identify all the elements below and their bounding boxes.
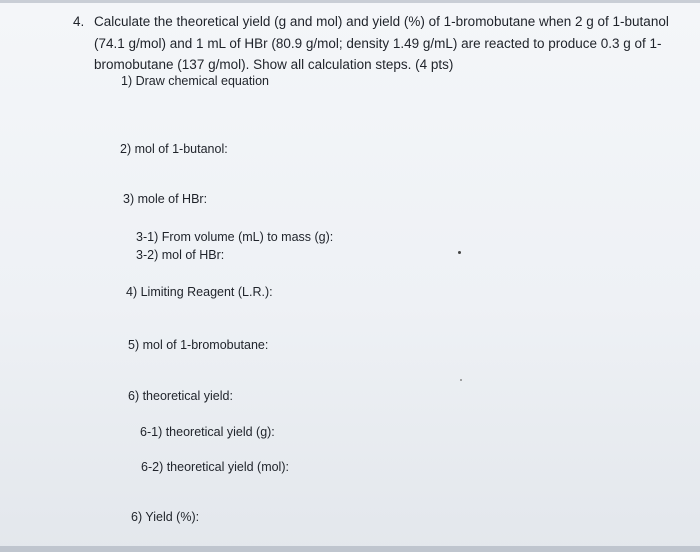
question-line-3: bromobutane (137 g/mol). Show all calculation steps. (4 pts): [94, 57, 454, 72]
step-6-theoretical-yield: 6) theoretical yield:: [128, 389, 233, 403]
question-number: 4.: [73, 14, 85, 29]
step-6-1-theoretical-yield-g: 6-1) theoretical yield (g):: [140, 425, 275, 439]
stray-mark: [458, 251, 461, 254]
step-6-2-theoretical-yield-mol: 6-2) theoretical yield (mol):: [141, 460, 289, 474]
step-2-mol-butanol: 2) mol of 1-butanol:: [120, 142, 228, 156]
stray-mark: [460, 379, 462, 381]
step-3-2-mol-hbr: 3-2) mol of HBr:: [136, 248, 225, 262]
step-3-mole-hbr: 3) mole of HBr:: [123, 192, 208, 206]
step-4-limiting-reagent: 4) Limiting Reagent (L.R.):: [126, 285, 273, 299]
step-3-1-volume-to-mass: 3-1) From volume (mL) to mass (g):: [136, 230, 334, 244]
question-line-1: Calculate the theoretical yield (g and mol) and yield (%) of 1-bromobutane when 2 g of 1-butanol: [94, 14, 669, 29]
page-bottom-edge: [0, 546, 700, 552]
step-5-mol-bromobutane: 5) mol of 1-bromobutane:: [128, 338, 269, 352]
step-1-draw-equation: 1) Draw chemical equation: [121, 74, 269, 88]
page-top-edge: [0, 0, 700, 3]
step-6-yield-percent: 6) Yield (%):: [131, 510, 200, 524]
question-line-2: (74.1 g/mol) and 1 mL of HBr (80.9 g/mol; density 1.49 g/mL) are reacted to produce 0.3 g of 1-: [94, 36, 662, 51]
